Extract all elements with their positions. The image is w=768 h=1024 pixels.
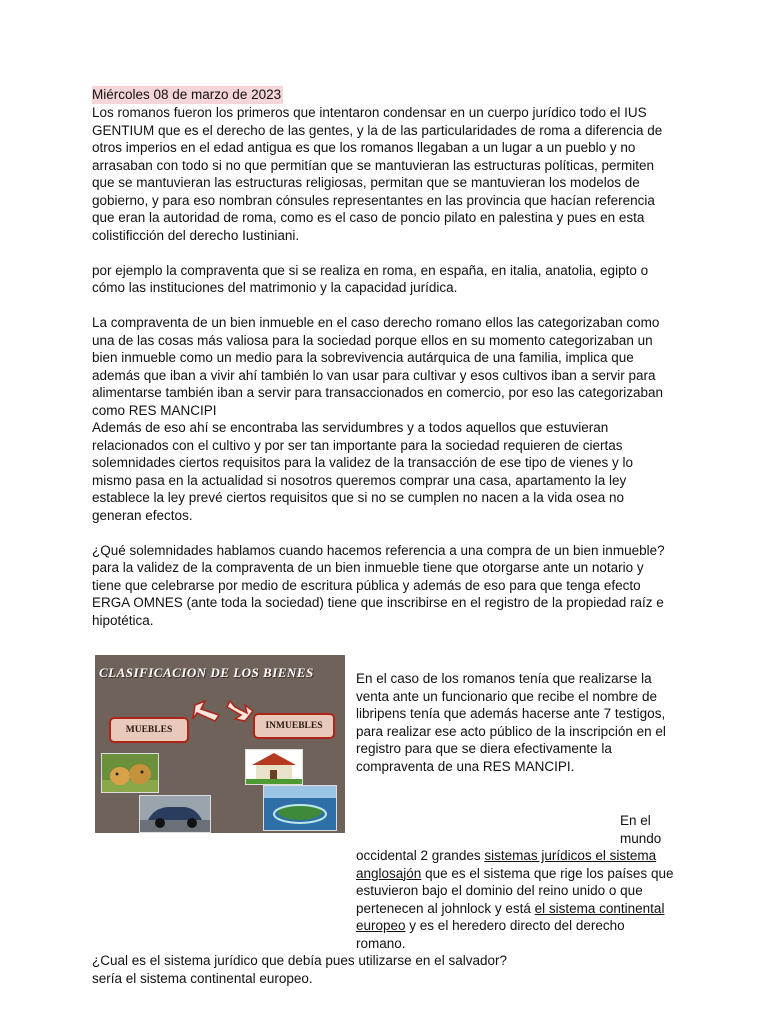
date-heading: Miércoles 08 de marzo de 2023 — [92, 87, 282, 102]
paragraph-sistemas — [92, 812, 676, 952]
answer-text: sería el sistema continental europeo. — [92, 970, 313, 986]
paragraph-solemnidades: ¿Qué solemnidades hablamos cuando hacemos referencia a una compra de un bien inmueble? para la validez de la compraventa de un bien inmueble tiene que otorgarse ante un notario y tiene que celebrarse por medio de escritura pública y además de eso para que tenga efecto ERGA OMNES (ante toda la sociedad) tiene que inscribirse en el registro de la propiedad raíz e hipotética. — [92, 542, 665, 628]
paragraph-example: por ejemplo la compraventa que si se realiza en roma, en españa, en italia, anatolia, egipto o cómo las instituciones del matrimonio y la capacidad jurídica. — [92, 262, 649, 295]
paragraph-roman-law: Los romanos fueron los primeros que intentaron condensar en un cuerpo jurídico todo el IUS GENTIUM que es el derecho de las gentes, y la de las particularidades de roma a diferencia de otros imperios en el edad antigua es que los romanos llegaban a un lugar a un pueblo y no arrasaban con todo si no que permitían que se mantuvieran las estructuras políticas, permiten que se mantuvieran las estructuras religiosas, permitan que se mantuvieran los modelos de gobierno, y para eso nombran cónsules representantes en las provincia que hacían referencia que eran la autoridad de roma, como es el caso de poncio pilato en palestina y pues en esta colistificción del derecho Iustiniani. — [92, 105, 663, 243]
house-image — [245, 749, 303, 785]
box-muebles: MUEBLES — [109, 717, 189, 743]
question-text: ¿Cual es el sistema jurídico que debía pues utilizarse en el salvador? — [92, 953, 507, 968]
document-body — [92, 86, 676, 629]
sistemas-text-c: que es el sistema que rige los países que estuvieron bajo el dominio del reino unido o que pertenecen al johnlock y está — [356, 865, 674, 916]
sistemas-link-anglosajon: sistemas jurídicos el sistema anglosajón — [356, 848, 657, 881]
figure-title: CLASIFICACION DE LOS BIENES — [99, 665, 314, 680]
box-inmuebles: INMUEBLES — [253, 713, 335, 739]
sistemas-text-e: y es el heredero directo del derecho romano. — [356, 918, 625, 951]
paragraph-servidumbres: Además de eso ahí se encontraba las servidumbres y a todos aquellos que estuvieran relacionados con el cultivo y por ser tan importante para la sociedad requieren de ciertas solemnidades ciertos requisitos para la validez de la transacción de ese tipo de vienes y lo mismo pasa en la actualidad si nosotros queremos comprar una casa, apartamento la ley establece la ley prevé ciertos requisitos que si no se cumplen no nacen a la vida osea no generan efectos. — [92, 420, 634, 523]
right-column — [356, 670, 676, 775]
paragraph-libripens: En el caso de los romanos tenía que realizarse la venta ante un funcionario que recibe el nombre de libripens tenía que además hacerse ante 7 testigos, para realizar ese acto público de la inscripción en el registro para que se diera efectivamente la compraventa de una RES MANCIPI. — [356, 671, 666, 774]
sistemas-link-continental: el sistema continental europeo — [356, 900, 665, 933]
bottom-section — [92, 812, 676, 987]
pets-image — [101, 753, 159, 793]
classification-figure — [95, 655, 345, 833]
sistemas-text-a: En el mundo occidental 2 grandes — [356, 813, 662, 863]
paragraph-compraventa: La compraventa de un bien inmueble en el caso derecho romano ellos las categorizaban como una de las cosas más valiosa para la sociedad porque ellos en su momento categorizaban un bien inmueble como un medio para la sobrevivencia autárquica de una familia, implica que además que iban a vivir ahí también lo van usar para cultivar y esos cultivos iban a servir para alimentarse también iban a servir para transaccionados en comercio, por eso las categorizaban como RES MANCIPI — [92, 315, 664, 418]
